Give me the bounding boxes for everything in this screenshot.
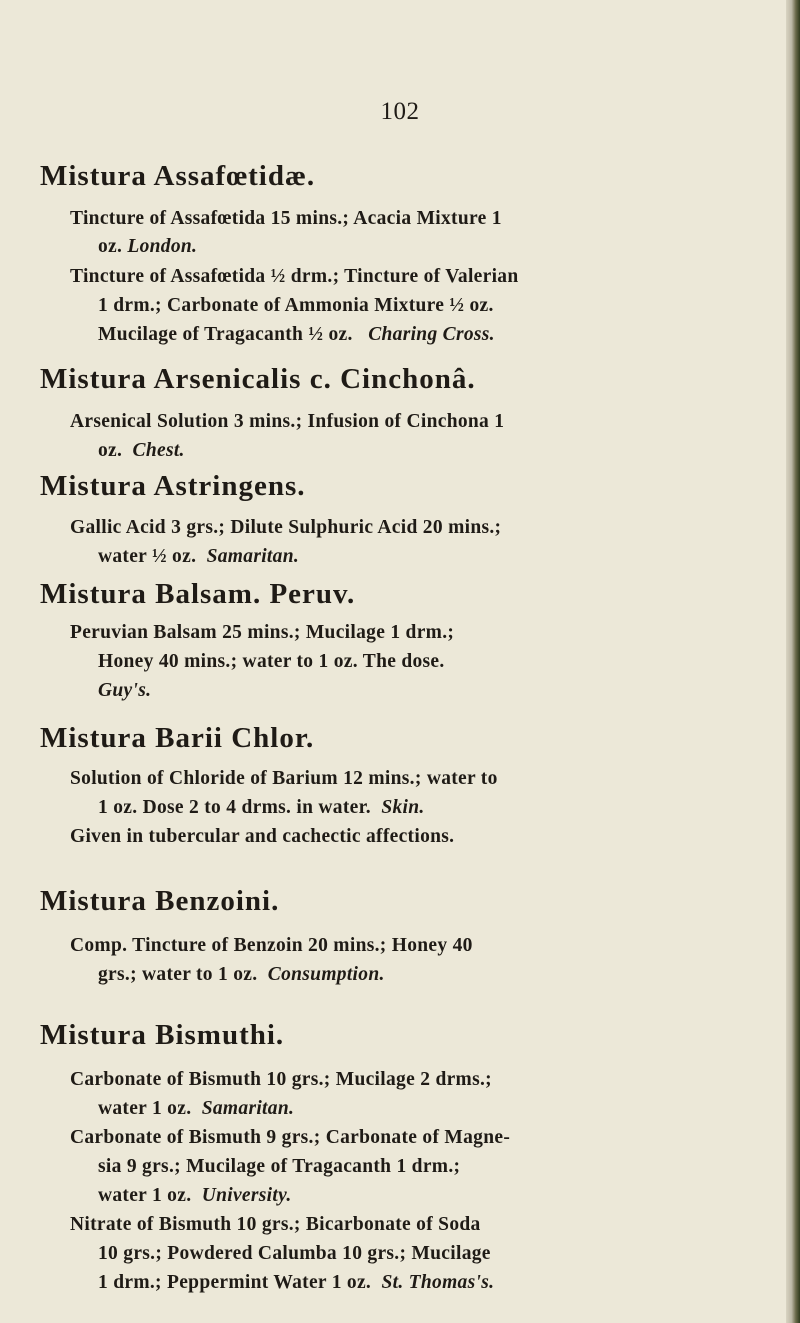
page-edge	[786, 0, 800, 1323]
recipe-line: Nitrate of Bismuth 10 grs.; Bicarbonate of Soda	[70, 1214, 481, 1235]
recipe-line: Gallic Acid 3 grs.; Dilute Sulphuric Acid 20 mins.;	[70, 517, 502, 538]
source-label: Chest.	[132, 440, 185, 461]
source-label: Consumption.	[267, 964, 385, 985]
recipe-line: 10 grs.; Powdered Calumba 10 grs.; Mucilage	[98, 1243, 491, 1264]
recipe-line: Carbonate of Bismuth 9 grs.; Carbonate of Magne-	[70, 1127, 511, 1148]
page-number: 102	[380, 98, 420, 125]
recipe-line: Arsenical Solution 3 mins.; Infusion of Cinchona 1	[70, 411, 505, 432]
recipe-line: grs.; water to 1 oz. Consumption.	[98, 964, 385, 985]
recipe-line: Peruvian Balsam 25 mins.; Mucilage 1 drm.;	[70, 622, 455, 643]
recipe-line: sia 9 grs.; Mucilage of Tragacanth 1 drm.;	[98, 1156, 461, 1177]
recipe-line: Given in tubercular and cachectic affections.	[70, 826, 455, 847]
recipe-line: 1 drm.; Peppermint Water 1 oz. St. Thomas's.	[98, 1272, 495, 1293]
source-label: London.	[127, 236, 198, 257]
recipe-line: oz. Chest.	[98, 440, 185, 461]
section-title: Mistura Astringens.	[40, 470, 306, 502]
source-label: St. Thomas's.	[381, 1272, 495, 1293]
recipe-line: Comp. Tincture of Benzoin 20 mins.; Honey 40	[70, 935, 473, 956]
source-label: University.	[201, 1185, 292, 1206]
recipe-line: Tincture of Assafœtida ½ drm.; Tincture of Valerian	[70, 266, 519, 287]
source-label: Samaritan.	[206, 546, 300, 567]
recipe-line: water 1 oz. University.	[98, 1185, 292, 1206]
source-label: Charing Cross.	[368, 324, 495, 345]
recipe-line: Solution of Chloride of Barium 12 mins.; water to	[70, 768, 498, 789]
recipe-line: oz. London.	[98, 236, 198, 257]
recipe-line	[98, 680, 151, 702]
section-title: Mistura Bismuthi.	[40, 1019, 285, 1051]
recipe-line: water ½ oz. Samaritan.	[98, 546, 300, 567]
recipe-line: Carbonate of Bismuth 10 grs.; Mucilage 2 drms.;	[70, 1069, 492, 1090]
recipe-line: 1 drm.; Carbonate of Ammonia Mixture ½ oz.	[98, 295, 494, 316]
recipe-line: Honey 40 mins.; water to 1 oz. The dose.	[98, 651, 445, 672]
section-title: Mistura Benzoini.	[40, 885, 280, 917]
recipe-line: Tincture of Assafœtida 15 mins.; Acacia Mixture 1	[70, 208, 502, 229]
section-title: Mistura Arsenicalis c. Cinchonâ.	[40, 363, 476, 395]
section-title: Mistura Barii Chlor.	[40, 722, 315, 754]
source-label: Skin.	[381, 797, 425, 818]
recipe-line: water 1 oz. Samaritan.	[98, 1098, 295, 1119]
source-label: Samaritan.	[201, 1098, 295, 1119]
recipe-line: Mucilage of Tragacanth ½ oz. Charing Cross.	[98, 324, 495, 345]
source-label: Guy's.	[98, 680, 152, 701]
recipe-line: 1 oz. Dose 2 to 4 drms. in water. Skin.	[98, 797, 425, 818]
section-title: Mistura Balsam. Peruv.	[40, 578, 356, 610]
section-title: Mistura Assafœtidæ.	[40, 160, 316, 192]
